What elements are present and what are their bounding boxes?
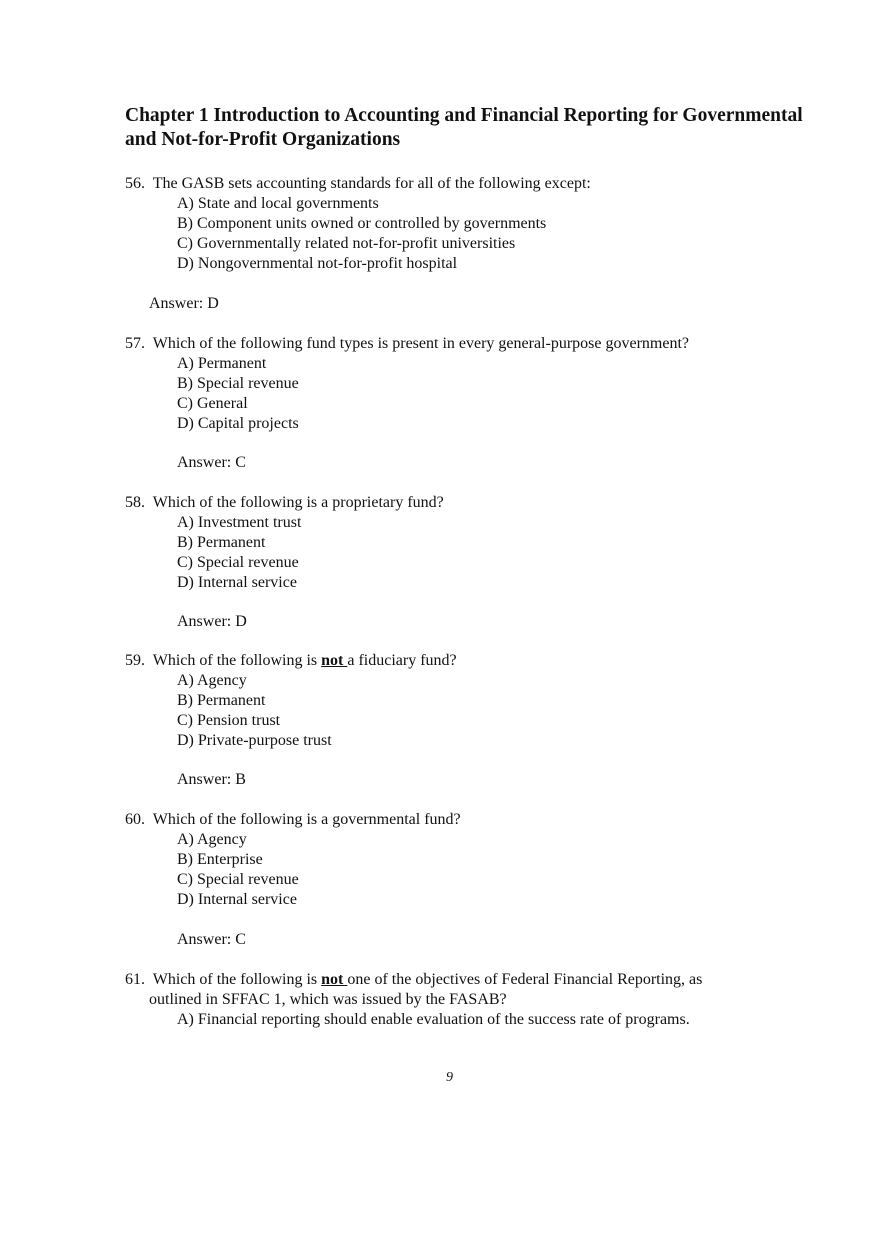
option-d: D) Capital projects — [177, 415, 299, 432]
answer-56: Answer: D — [149, 295, 219, 312]
question-stem: Which of the following is a proprietary fund? — [152, 494, 444, 511]
question-number: 58. — [125, 494, 145, 511]
question-61-text — [125, 970, 805, 990]
option-c: C) Special revenue — [177, 871, 299, 888]
option-d: D) Nongovernmental not-for-profit hospital — [177, 255, 458, 272]
question-stem: The GASB sets accounting standards for all of the following except: — [152, 175, 591, 192]
answer-60: Answer: C — [177, 931, 246, 948]
emphasis-not: not — [321, 652, 348, 669]
option-d: D) Private-purpose trust — [177, 732, 332, 749]
question-stem: Which of the following fund types is present in every general-purpose government? — [152, 335, 689, 352]
question-56-text — [125, 174, 805, 194]
options-list — [125, 1010, 805, 1030]
option-d: D) Internal service — [177, 891, 297, 908]
options-list — [125, 194, 805, 274]
options-list — [125, 513, 805, 593]
question-stem-end: one of the objectives of Federal Financial Reporting, as — [347, 971, 703, 988]
options-list — [125, 830, 805, 910]
option-a: A) Agency — [177, 831, 247, 848]
option-c: C) General — [177, 395, 248, 412]
question-number: 61. — [125, 971, 145, 988]
option-c: C) Governmentally related not-for-profit universities — [177, 235, 516, 252]
option-a: A) State and local governments — [177, 195, 379, 212]
answer-58: Answer: D — [177, 613, 247, 630]
question-stem-end: a fiduciary fund? — [347, 652, 457, 669]
question-61 — [125, 970, 805, 1030]
question-stem: Which of the following is — [152, 652, 322, 669]
question-number: 59. — [125, 652, 145, 669]
question-stem: Which of the following is — [152, 971, 322, 988]
option-a: A) Agency — [177, 672, 247, 689]
question-58 — [125, 493, 805, 593]
emphasis-not: not — [321, 971, 348, 988]
option-b: B) Special revenue — [177, 375, 299, 392]
question-56 — [125, 174, 805, 274]
option-a: A) Financial reporting should enable evaluation of the success rate of programs. — [177, 1011, 690, 1028]
option-c: C) Special revenue — [177, 554, 299, 571]
question-58-text — [125, 493, 805, 513]
question-60-text — [125, 810, 805, 830]
answer-59: Answer: B — [177, 771, 246, 788]
option-c: C) Pension trust — [177, 712, 281, 729]
option-b: B) Permanent — [177, 692, 266, 709]
option-a: A) Investment trust — [177, 514, 302, 531]
options-list — [125, 354, 805, 434]
question-57-text — [125, 334, 805, 354]
question-59 — [125, 651, 805, 751]
chapter-title: Chapter 1 Introduction to Accounting and Financial Reporting for Governmental and Not-for-Profit Organizations — [125, 105, 803, 150]
question-61-continuation: outlined in SFFAC 1, which was issued by the FASAB? — [149, 991, 507, 1008]
question-number: 57. — [125, 335, 145, 352]
answer-57: Answer: C — [177, 454, 246, 471]
question-number: 56. — [125, 175, 145, 192]
question-number: 60. — [125, 811, 145, 828]
option-b: B) Enterprise — [177, 851, 263, 868]
question-59-text — [125, 651, 805, 671]
question-57 — [125, 334, 805, 434]
question-stem: Which of the following is a governmental fund? — [152, 811, 461, 828]
page-number: 9 — [446, 1070, 453, 1085]
option-b: B) Permanent — [177, 534, 266, 551]
option-b: B) Component units owned or controlled by governments — [177, 215, 547, 232]
option-d: D) Internal service — [177, 574, 297, 591]
options-list — [125, 671, 805, 751]
option-a: A) Permanent — [177, 355, 267, 372]
question-60 — [125, 810, 805, 910]
